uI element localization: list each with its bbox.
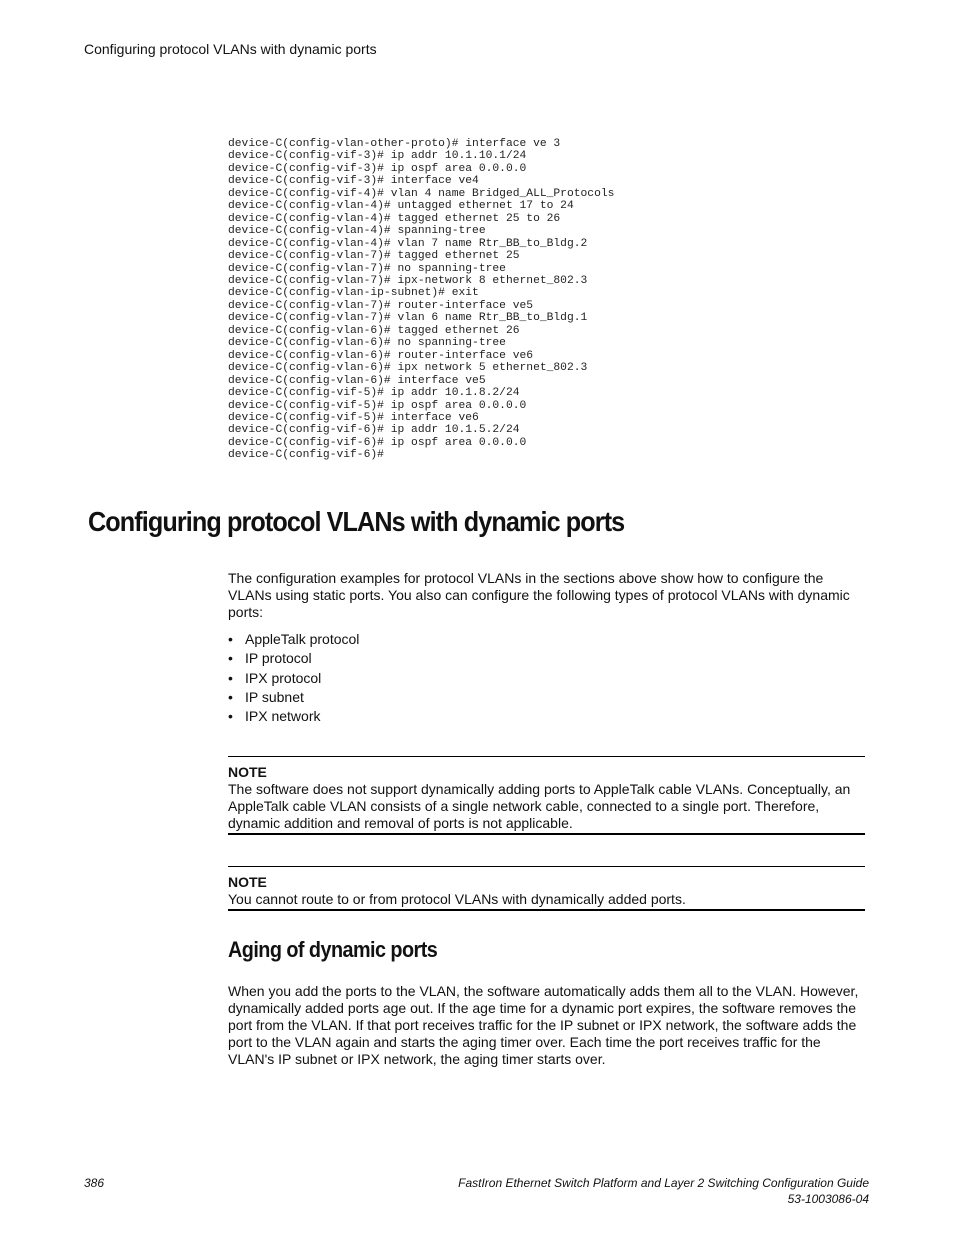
- page-number: 386: [84, 1176, 105, 1190]
- note-label: NOTE: [228, 764, 267, 780]
- list-item-text: IPX protocol: [245, 669, 322, 686]
- footer-doc-number: 53-1003086-04: [787, 1192, 869, 1206]
- code-line: device-C(config-vlan-4)# untagged ethernet 17 to 24: [228, 200, 574, 213]
- aging-paragraph: When you add the ports to the VLAN, the software automatically adds them all to the VLAN. However, dynamically added ports age out. If the age time for a dynamic port expires, the software removes the port from the VLAN. If that port receives traffic for the IP subnet or IPX network, the software adds the port to the VLAN again and starts the aging timer over. Each time the port receives traffic for the VLAN's IP subnet or IPX network, the aging timer starts over.: [228, 983, 859, 1067]
- code-line: device-C(config-vif-5)# ip addr 10.1.8.2/24: [228, 387, 520, 400]
- code-line: device-C(config-vlan-ip-subnet)# exit: [228, 287, 479, 300]
- list-item-text: IPX network: [245, 708, 321, 725]
- bullet-marker: •: [228, 708, 233, 725]
- list-item-text: IP protocol: [245, 650, 312, 667]
- code-block: [228, 138, 614, 462]
- code-line: device-C(config-vlan-6)# no spanning-tree: [228, 337, 506, 350]
- note-box: [228, 866, 865, 911]
- code-line: device-C(config-vlan-4)# tagged ethernet 25 to 26: [228, 212, 561, 225]
- list-item: [228, 649, 359, 668]
- list-item-text: AppleTalk protocol: [245, 631, 360, 647]
- bullet-marker: •: [228, 669, 233, 686]
- section-heading: Configuring protocol VLANs with dynamic ports: [88, 506, 625, 537]
- code-line: device-C(config-vif-6)# ip ospf area 0.0.0.0: [228, 436, 527, 449]
- bullet-marker: •: [228, 650, 233, 667]
- code-line: device-C(config-vlan-6)# interface ve5: [228, 374, 486, 387]
- code-line: device-C(config-vlan-6)# tagged ethernet 26: [228, 324, 520, 337]
- code-line: device-C(config-vif-5)# interface ve6: [228, 411, 479, 424]
- list-item: [228, 630, 359, 649]
- code-line: device-C(config-vlan-7)# router-interface ve5: [228, 299, 534, 312]
- list-item: [228, 707, 359, 726]
- code-line: device-C(config-vlan-7)# tagged ethernet 25: [228, 250, 520, 263]
- bullet-marker: •: [228, 631, 233, 647]
- note-box: [228, 756, 865, 835]
- code-line: device-C(config-vif-5)# ip ospf area 0.0.0.0: [228, 399, 527, 412]
- list-item-text: IP subnet: [245, 688, 304, 705]
- code-line: device-C(config-vif-4)# vlan 4 name Bridged_ALL_Protocols: [228, 187, 615, 200]
- footer-guide-title: FastIron Ethernet Switch Platform and Layer 2 Switching Configuration Guide: [458, 1176, 869, 1190]
- running-header: Configuring protocol VLANs with dynamic ports: [84, 41, 377, 57]
- code-line: device-C(config-vlan-other-proto)# interface ve 3: [228, 138, 561, 150]
- code-line: device-C(config-vlan-7)# vlan 6 name Rtr_BB_to_Bldg.1: [228, 312, 588, 325]
- note-text: The software does not support dynamically adding ports to AppleTalk cable VLANs. Conceptually, an AppleTalk cable VLAN consists of a single network cable, connected to a single port. Therefore, dynamic addition and removal of ports is not applicable.: [228, 781, 851, 831]
- intro-paragraph: The configuration examples for protocol VLANs in the sections above show how to configure the VLANs using static ports. You also can configure the following types of protocol VLANs with dynamic ports:: [228, 570, 850, 620]
- code-line: device-C(config-vlan-7)# ipx-network 8 ethernet_802.3: [228, 274, 588, 287]
- bullet-marker: •: [228, 688, 233, 705]
- code-line: device-C(config-vlan-4)# vlan 7 name Rtr_BB_to_Bldg.2: [228, 237, 588, 250]
- code-line: device-C(config-vif-6)# ip addr 10.1.5.2/24: [228, 424, 520, 437]
- list-item: [228, 669, 359, 688]
- code-line: device-C(config-vlan-4)# spanning-tree: [228, 225, 486, 238]
- subsection-heading: Aging of dynamic ports: [228, 937, 438, 962]
- list-item: [228, 688, 359, 707]
- code-line: device-C(config-vlan-6)# router-interface ve6: [228, 349, 534, 362]
- code-line: device-C(config-vlan-6)# ipx network 5 ethernet_802.3: [228, 362, 588, 375]
- code-line: device-C(config-vlan-7)# no spanning-tree: [228, 262, 506, 275]
- code-line: device-C(config-vif-6)#: [228, 449, 384, 462]
- note-label: NOTE: [228, 874, 267, 890]
- protocol-list: [228, 630, 359, 726]
- note-text: You cannot route to or from protocol VLANs with dynamically added ports.: [228, 891, 686, 907]
- code-line: device-C(config-vif-3)# interface ve4: [228, 175, 479, 188]
- code-line: device-C(config-vif-3)# ip addr 10.1.10.1/24: [228, 150, 527, 163]
- code-line: device-C(config-vif-3)# ip ospf area 0.0.0.0: [228, 162, 527, 175]
